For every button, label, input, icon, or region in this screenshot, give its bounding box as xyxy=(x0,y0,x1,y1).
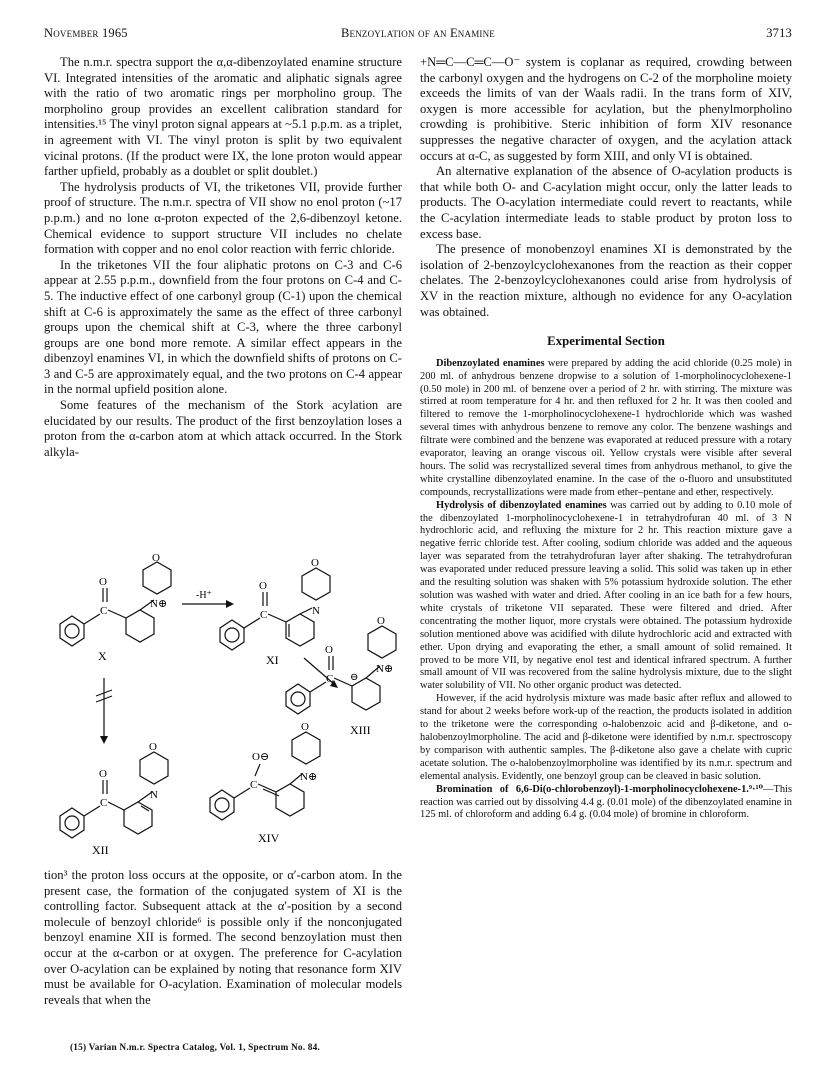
atom-c: C xyxy=(250,779,258,791)
label-xiv: XIV xyxy=(258,831,280,845)
run-in-heading: Dibenzoylated enamines xyxy=(436,357,545,369)
header-date: November 1965 xyxy=(44,26,128,40)
footnote: (15) Varian N.m.r. Spectra Catalog, Vol. 1, Spectrum No. 84. xyxy=(70,1043,321,1053)
paragraph xyxy=(420,500,792,694)
paragraph-body: —This reaction was carried out by dissolving 4.4 g. (0.01 mole) of the dibenzoylated enamine in 125 ml. of chloroform and adding 6.4 g. (0.04 mole) of bromine in chloroform. xyxy=(420,783,792,821)
paragraph-body: were prepared by adding the acid chloride (0.25 mole) in 200 ml. of anhydrous benzene dropwise to a solution of 1-morpholinocyclohexene-1 (0.50 mole) in 200 ml. of benzene over a period of 2 hr. with stirring. The mixture was stirred at room temperature for 4 hr. and then refluxed for 2 hr. It was then cooled and filtered to remove the 1-morpholinocyclohexene-1 hydrochloride which was washed several times with anhydrous benzene to remove any color. The benzene washings and filtrate were combined and the benzene was evaporated at reduced pressure with a rotary evaporator, leaving an orange viscous oil. Yellow crystals were visible after several hours. The solid was recrystallized several times from anhydrous methanol, to give the white crystalline dibenzoylated enamine. In the case of the o-fluoro and unsubstituted compounds, recrystallizations were made from ether–pentane and ether, respectively. xyxy=(420,357,793,498)
paragraph-body: was carried out by adding to 0.10 mole of the dibenzoylated 1-morpholinocyclohexene-1 in tetrahydrofuran 40 ml. of 3 N hydrochloric acid, and refluxing the mixture for 2 hr. This reaction mixture gave a negative ferric chloride test. After cooling, sodium chloride was added and the aqueous layer was separated from the tetrahydrofuran layer after shaking. The tetrahydrofuran was evaporated under reduced pressure leaving a solid. This solid was taken up in ether and the resulting solution was shaken with 5% potassium hydroxide solution. The ether solution was washed with water and dried. After cooling in an ice bath for a few hours, white crystals of triketone VII separated. These were filtered and dried. After concentrating the mother liquor, more crystals were obtained. The potassium hydroxide solution mentioned above was acidified with dilute hydrochloric acid and extracted with ether. Upon drying and evaporating the ether, a small amount of solid remained. It proved to be more VII, by negative enol test and identical infrared spectrum. A further small amount of VII was recovered from the saline hydrolysis mixture, due to the slight water solubility of VII. No other organic product was detected. xyxy=(420,499,793,692)
label-xiii: XIII xyxy=(350,723,371,737)
structure-xii xyxy=(60,741,168,857)
paragraph: Some features of the mechanism of the Stork acylation are elucidated by our results. The product of the first benzoylation loses a proton from the α-carbon atom at which attack occurred. In the Stork alkyla- xyxy=(44,398,402,459)
header-page-number: 3713 xyxy=(766,26,792,40)
structure-xiv xyxy=(210,721,320,845)
atom-o: O xyxy=(152,552,160,564)
arrowhead xyxy=(100,736,108,744)
atom-o: O xyxy=(377,615,385,627)
atom-c: C xyxy=(100,797,108,809)
atom-n-plus: N⊕ xyxy=(300,771,318,783)
atom-o: O xyxy=(99,768,107,780)
paragraph: The presence of monobenzoyl enamines XI is demonstrated by the isolation of 2-benzoylcyclohexanones from the reaction as their copper chelates. The 2-benzoylcyclohexanones could arise from hydrolysis of XV in the reaction mixture, although no evidence for any O-acylation was obtained. xyxy=(420,242,792,319)
atom-c: C xyxy=(260,609,268,621)
atom-o-minus: O⊖ xyxy=(252,751,270,763)
label-xi: XI xyxy=(266,653,279,667)
section-heading: Experimental Section xyxy=(547,334,665,349)
run-in-heading: Bromination of 6,6-Di(o-chlorobenzoyl)-1-morpholinocyclohexene-1.⁹·¹⁰ xyxy=(436,783,764,795)
atom-o: O xyxy=(99,576,107,588)
arrow-label: -H⁺ xyxy=(196,590,212,601)
atom-o: O xyxy=(149,741,157,753)
atom-c: C xyxy=(326,673,334,685)
arrowhead xyxy=(226,600,234,608)
paragraph: However, if the acid hydrolysis mixture was made basic after reflux and allowed to stand for about 2 weeks before work-up of the reaction, the products isolated in addition to the triketone were the corresponding o-halobenzoic acid and β-diketone, and o-halobenzoylmorpholine. The acid and β-diketone were identified by n.m.r. spectroscopy by comparison with authentic samples. The β-diketone also gave a chelate with cupric acetate solution. The o-halobenzoylmorpholine was identified by its n.m.r. spectrum and elemental analysis. Evidently, one benzoyl group can be cleaved in basic solution. xyxy=(420,693,792,782)
header-title: Benzoylation of an Enamine xyxy=(340,26,496,40)
atom-n-plus: N⊕ xyxy=(150,598,168,610)
left-column-top xyxy=(44,55,402,460)
reaction-scheme xyxy=(44,552,402,858)
right-column xyxy=(420,55,792,822)
run-in-heading: Hydrolysis of dibenzoylated enamines xyxy=(436,499,607,511)
paragraph: In the triketones VII the four aliphatic protons on C-3 and C-6 appear at 2.55 p.p.m., downfield from the four protons on C-4 and C-5. The inductive effect of one carbonyl group (C-1) upon the chemical shift at C-6 is approximately the same as the effect of three carbonyl groups upon the chemical shift at C-3, where the three carbonyl groups are one bond more remote. A similar effect appears in the dibenzoyl enamines VI, in which the downfield shifts of protons on C-3 and C-5 are approximately equal, and the two protons on C-4 appear in the normal upfield position alone. xyxy=(44,257,402,397)
label-xii: XII xyxy=(92,843,109,857)
atom-o: O xyxy=(325,644,333,656)
paragraph xyxy=(420,784,792,823)
atom-n-plus: N⊕ xyxy=(376,663,394,675)
atom-n: N xyxy=(312,605,320,617)
paragraph: The hydrolysis products of VI, the triketones VII, provide further proof of structure. The n.m.r. spectra of VII show no enol proton (~17 p.p.m.) and no lone α-proton expected of the 2,6-dibenzoyl ketone. Chemical evidence to support structure VII includes no chelate formation with copper and no enol color reaction with ferric chloride. xyxy=(44,179,402,257)
atom-o: O xyxy=(301,721,309,733)
structure-xi xyxy=(220,557,330,667)
paragraph: tion³ the proton loss occurs at the opposite, or α′-carbon atom. In the present case, the formation of the conjugated system of XI is the controlling factor. Subsequent attack at the α′-position by a second molecule of benzoyl chloride⁶ is possible only if the nonconjugated benzoyl enamine XII is formed. The second benzoylation must then occur at the α-carbon or at oxygen. The preference for C-acylation over O-acylation can be explained by noting that resonance form XIV must be available for O-acylation. Examination of molecular models reveals that when the xyxy=(44,868,402,1007)
structure-xiii xyxy=(286,615,396,737)
atom-o: O xyxy=(259,580,267,592)
paragraph xyxy=(420,358,792,500)
atom-c: C xyxy=(100,605,108,617)
minus-charge: ⊖ xyxy=(350,672,359,683)
paragraph: An alternative explanation of the absence of O-acylation products is that while both O- and C-acylation might occur, only the latter leads to products. The O-acylation intermediate could revert to reactants, while the C-acylation intermediate leads to stable product by proton loss to excess base. xyxy=(420,164,792,241)
left-column-bottom xyxy=(44,868,402,1008)
paragraph: +N═C—C═C—O⁻ system is coplanar as required, crowding between the carbonyl oxygen and the hydrogens on C-2 of the morpholine moiety exceeds the limits of van der Waals radii. In the trans form of XIV, oxygen is more accessible for acylation, but the phenylmorpholino crowding is prohibitive. Steric inhibition of form XIV resonance suppresses the negative character of oxygen, and the acylation attack occurs at α-C, as suggested by form XIII, and only VI is obtained. xyxy=(420,55,792,163)
label-x: X xyxy=(98,649,107,663)
paragraph: The n.m.r. spectra support the α,α-dibenzoylated enamine structure VI. Integrated intensities of the aromatic and aliphatic signals agree with the ratio of two aromatic rings per morpholino group. The morpholino group provides an excellent calibration standard for intensities.¹⁵ The vinyl proton signal appears at ~5.1 p.p.m. as a triplet, in agreement with VI. The vinyl proton is split by two equivalent vicinal protons. (If the product were IX, the lone proton would appear farther upfield, probably as a doublet or split doublet.) xyxy=(44,55,402,179)
atom-n: N xyxy=(150,789,158,801)
structure-x xyxy=(60,552,171,663)
running-header xyxy=(44,26,792,44)
experimental-section xyxy=(420,358,792,823)
atom-o: O xyxy=(311,557,319,569)
